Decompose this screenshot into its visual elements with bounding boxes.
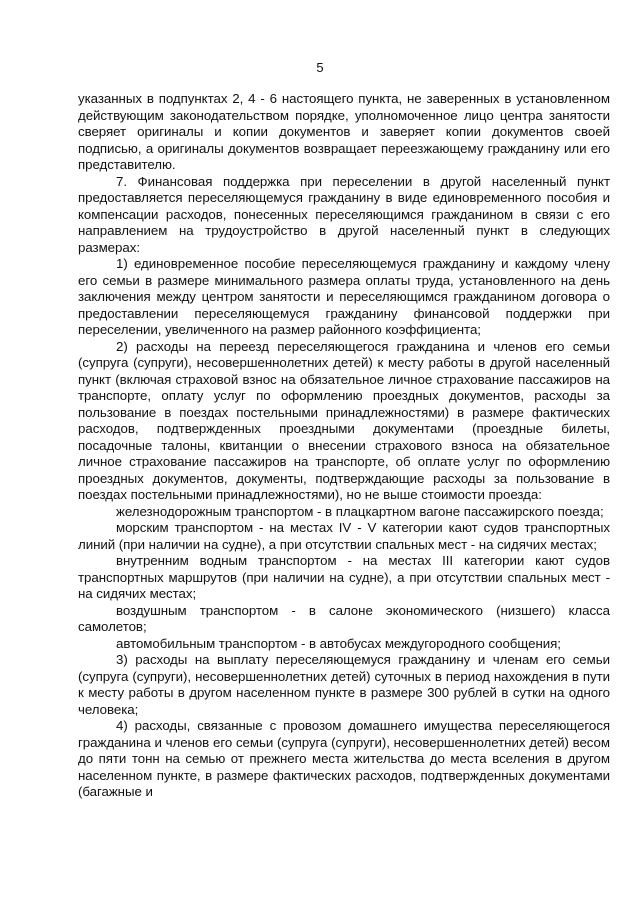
paragraph: указанных в подпунктах 2, 4 - 6 настоящего пункта, не заверенных в установленном действующим законодательством порядке, уполномоченное лицо центра занятости сверяет оригиналы и копии документов и заверяет копии документов своей подписью, а оригиналы документов возвращает переезжающему гражданину или его представителю. (78, 91, 610, 172)
paragraph: железнодорожным транспортом - в плацкартном вагоне пассажирского поезда; (116, 503, 604, 519)
paragraph: 1) единовременное пособие переселяющемуся гражданину и каждому члену его семьи в размере минимального размера оплаты труда, установленного на день заключения между центром занятости и переселяющимся гражданином договора о предоставлении переселяющемуся гражданину финансовой поддержки при переселении, увеличенного на размер районного коэффициента; (78, 256, 610, 337)
paragraph: внутренним водным транспортом - на местах III категории кают судов транспортных маршрутов (при наличии на судне), а при отсутствии спальных мест - на сидячих местах; (78, 553, 610, 601)
paragraph: 4) расходы, связанные с провозом домашнего имущества переселяющегося гражданина и членов его семьи (супруга (супруги), несовершеннолетних детей) весом до пяти тонн на семью от прежнего места жительства до места вселения в другом населенном пункте, в размере фактических расходов, подтвержденных документами (багажные и (78, 718, 610, 799)
document-body (78, 91, 610, 801)
page-number: 5 (316, 60, 324, 75)
paragraph: 3) расходы на выплату переселяющемуся гражданину и членам его семьи (супруга (супруги), несовершеннолетних детей) суточных в период нахождения в пути к месту работы в другом населенном пункте в размере 300 рублей в сутки на одного человека; (78, 652, 610, 717)
paragraph: воздушным транспортом - в салоне экономического (низшего) класса самолетов; (78, 602, 610, 634)
paragraph: автомобильным транспортом - в автобусах междугородного сообщения; (116, 635, 561, 651)
paragraph: морским транспортом - на местах IV - V категории кают судов транспортных линий (при наличии на судне), а при отсутствии спальных мест - на сидячих местах; (78, 520, 610, 552)
paragraph: 7. Финансовая поддержка при переселении в другой населенный пункт предоставляется переселяющемуся гражданину в виде единовременного пособия и компенсации расходов, понесенных переселяющимся гражданином в связи с его направлением на трудоустройство в другой населенный пункт в следующих размерах: (78, 173, 610, 255)
paragraph: 2) расходы на переезд переселяющегося гражданина и членов его семьи (супруга (супруги), несовершеннолетних детей) к месту работы в другой населенный пункт (включая страховой взнос на обязательное личное страхование пассажиров на транспорте, оплату услуг по оформлению проездных документов, расходы за пользование в поездах постельными принадлежностями) в размере фактических расходов, подтвержденных проездными документами (проездные билеты, посадочные талоны, квитанции о внесении страхового взноса на обязательное личное страхование пассажиров на транспорте, об оплате услуг по оформлению проездных документов, документы, подтверждающие расходы за пользование в поездах постельными принадлежностями), но не выше стоимости проезда: (78, 338, 610, 502)
